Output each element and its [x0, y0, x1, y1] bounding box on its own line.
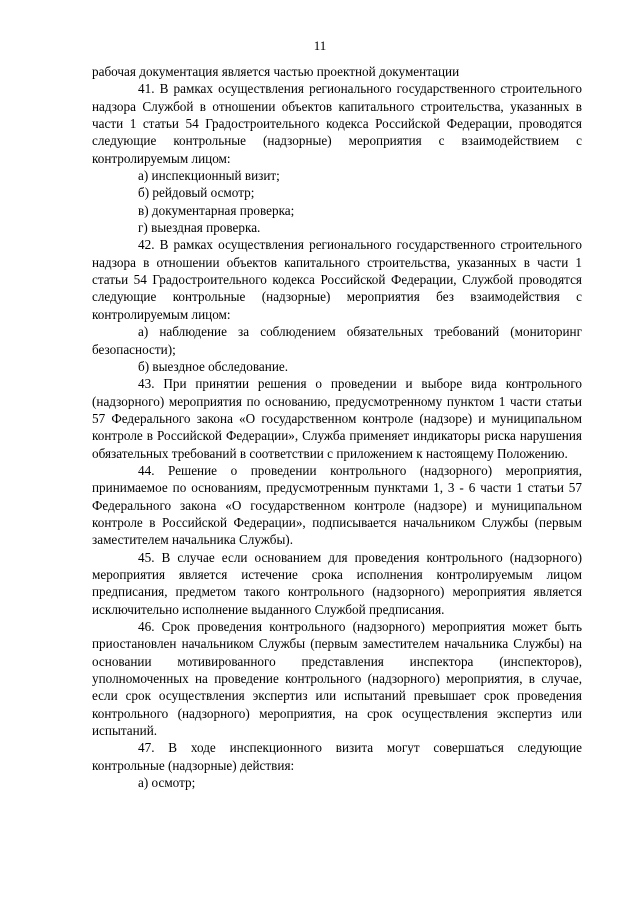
paragraph-43: 43. При принятии решения о проведении и выборе вида контрольного (надзорного) мероприятия по основанию, предусмотренному пунктом 1 части статьи 57 Федерального закона «О государственном контроле (надзоре) и муниципальном контроле в Российской Федерации», Служба применяет индикаторы риска нарушения обязательных требований в соответствии с приложением к настоящему Положению. — [92, 376, 582, 461]
list-item-41-c: в) документарная проверка; — [138, 202, 295, 218]
list-item-47-a: а) осмотр; — [138, 775, 196, 791]
list-item-42-a: а) наблюдение за соблюдением обязательных требований (мониторинг безопасности); — [92, 324, 582, 357]
list-item-41-b: б) рейдовый осмотр; — [138, 185, 255, 201]
document-body — [92, 63, 582, 791]
paragraph-45: 45. В случае если основанием для проведения контрольного (надзорного) мероприятия является истечение срока исполнения контролируемым лицом предписания, предметом такого контрольного (надзорного) мероприятия является исключительно исполнение выданного Службой предписания. — [92, 549, 582, 617]
page-number: 11 — [313, 38, 327, 53]
list-item-41-a: а) инспекционный визит; — [138, 168, 280, 184]
list-item-41-d: г) выездная проверка. — [138, 220, 261, 236]
paragraph-46: 46. Срок проведения контрольного (надзорного) мероприятия может быть приостановлен начальником Службы (первым заместителем начальника Службы) на основании мотивированного представления инспектора (инспекторов), уполномоченных на проведение контрольного (надзорного) мероприятия, в случае, если срок осуществления экспертиз или испытаний превышает срок проведения контрольного (надзорного) мероприятия, на срок осуществления экспертиз или испытаний. — [92, 619, 582, 739]
paragraph-47: 47. В ходе инспекционного визита могут совершаться следующие контрольные (надзорные) действия: — [92, 740, 582, 773]
paragraph-continuation: рабочая документация является частью проектной документации — [92, 64, 460, 79]
paragraph-41: 41. В рамках осуществления регионального государственного строительного надзора Службой в отношении объектов капитального строительства, указанных в части 1 статьи 54 Градостроительного кодекса Российской Федерации, проводятся следующие контрольные (надзорные) мероприятия с взаимодействием с контролируемым лицом: — [92, 81, 582, 166]
paragraph-42: 42. В рамках осуществления регионального государственного строительного надзора в отношении объектов капитального строительства, указанных в части 1 статьи 54 Градостроительного кодекса Российской Федерации, Службой проводятся следующие контрольные (надзорные) мероприятия без взаимодействия с контролируемым лицом: — [92, 237, 582, 322]
paragraph-44: 44. Решение о проведении контрольного (надзорного) мероприятия, принимаемое по основаниям, предусмотренным пунктами 1, 3 - 6 части 1 статьи 57 Федерального закона «О государственном контроле (надзоре) и муниципальном контроле в Российской Федерации», подписывается начальником Службы (первым заместителем начальника Службы). — [92, 462, 582, 548]
list-item-42-b: б) выездное обследование. — [138, 358, 289, 374]
